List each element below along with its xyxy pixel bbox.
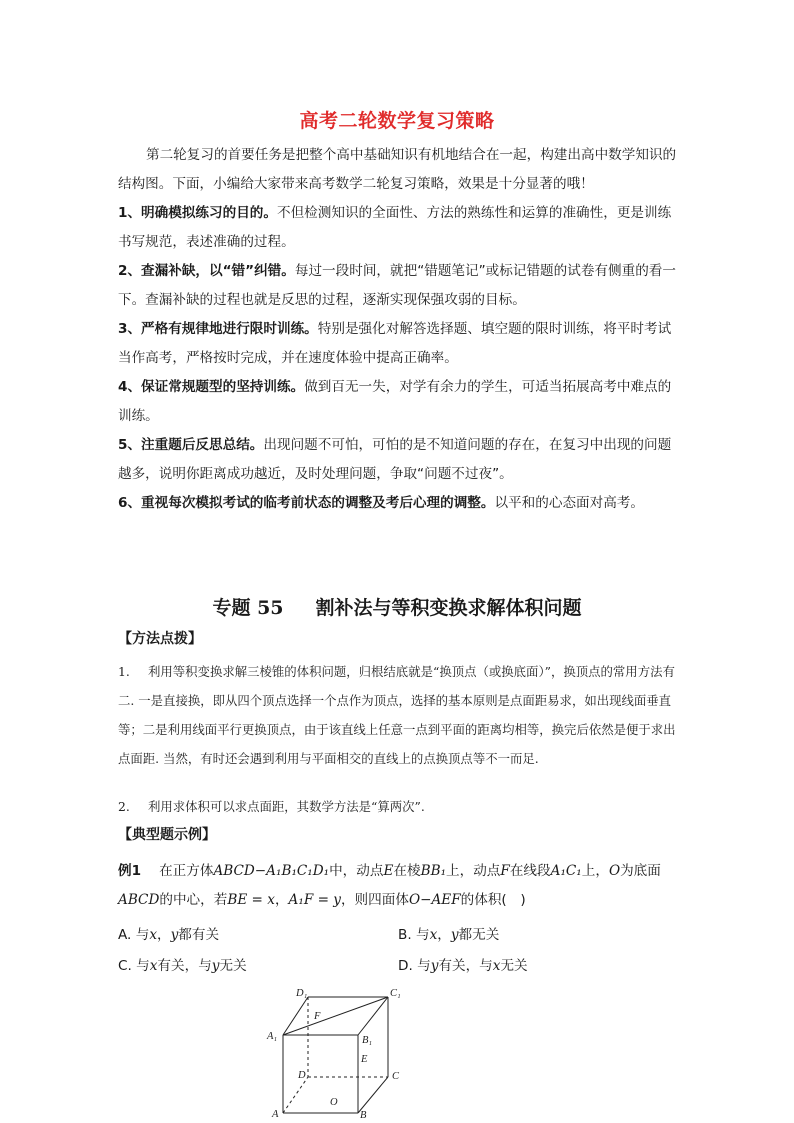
question-text: 在棱	[393, 863, 421, 879]
method-item-1	[118, 657, 678, 773]
method-item-1-number: 1.	[118, 664, 130, 679]
option-d	[398, 954, 528, 974]
option-letter: D.	[398, 958, 413, 974]
label-e: E	[361, 1054, 368, 1065]
option-c	[118, 954, 247, 974]
option-text: 有关，与	[438, 958, 493, 974]
question-text: 中，动点	[329, 863, 384, 879]
label-d: D	[298, 1070, 306, 1081]
method-item-2-text: 利用求体积可以求点面距，其数学方法是“算两次”.	[148, 799, 425, 814]
option-text: 与	[136, 958, 150, 974]
strategy-item-1-body: 不但检测知识的全面性、方法的熟练性和运算的准确性，更是训练书写规范，表述准确的过程。	[118, 205, 672, 250]
option-variable: x	[492, 958, 501, 974]
option-a	[118, 923, 219, 943]
option-b	[398, 923, 499, 943]
topic-number: 专题 55	[212, 597, 284, 619]
option-variable: y	[170, 927, 179, 943]
option-letter: C.	[118, 958, 132, 974]
method-heading: 【方法点拨】	[118, 631, 202, 647]
option-variable: y	[430, 958, 439, 974]
question-text: 的中心，若	[159, 892, 228, 908]
label-c: C	[392, 1071, 400, 1082]
option-text: 都无关	[458, 927, 500, 943]
intro-paragraph: 第二轮复习的首要任务是把整个高中基础知识有机地结合在一起，构建出高中数学知识的结构图。下面，小编给大家带来高考数学二轮复习策略，效果是十分显著的哦！	[118, 147, 677, 192]
math-expression: E	[383, 863, 394, 879]
option-text: 有关，与	[157, 958, 212, 974]
question-text: 在正方体	[159, 863, 214, 879]
example-1-question	[118, 857, 698, 915]
option-variable: y	[211, 958, 220, 974]
strategy-item-4-head: 4、保证常规题型的坚持训练。	[118, 379, 305, 395]
cube-figure	[258, 985, 418, 1119]
label-b1: B₁	[362, 1035, 373, 1046]
math-expression: O−AEF	[408, 892, 461, 908]
strategy-item-6	[118, 489, 678, 518]
strategy-item-4	[118, 373, 678, 431]
method-item-2-number: 2.	[118, 799, 130, 814]
question-text: ，	[274, 892, 289, 908]
edge-ad-hidden	[283, 1077, 308, 1113]
option-letter: A.	[118, 927, 132, 943]
option-text: 与	[415, 927, 430, 943]
edge-a1d1	[283, 997, 308, 1035]
strategy-item-2-head: 2、查漏补缺，以“错”纠错。	[118, 263, 295, 279]
example-label: 例1	[118, 863, 142, 879]
option-text: 与	[417, 958, 431, 974]
method-item-2	[118, 792, 678, 821]
strategy-item-5-head: 5、注重题后反思总结。	[118, 437, 264, 453]
option-letter: B.	[398, 927, 412, 943]
strategy-item-1	[118, 199, 678, 257]
strategy-item-5	[118, 431, 678, 489]
topic-name: 割补法与等积变换求解体积问题	[315, 597, 582, 619]
page-title: 高考二轮数学复习策略	[299, 110, 495, 132]
question-text: 上，动点	[446, 863, 501, 879]
label-o: O	[330, 1097, 338, 1108]
strategy-item-3-body: 特别是强化对解答选择题、填空题的限时训练，将平时考试当作高考，严格按时完成，并在速度体验中提高正确率。	[118, 321, 672, 366]
math-expression: ABCD−A₁B₁C₁D₁	[213, 863, 330, 879]
question-text: 上，	[581, 863, 609, 879]
label-a: A	[272, 1109, 279, 1119]
label-c1: C₁	[390, 988, 401, 999]
topic-title	[0, 593, 794, 620]
examples-heading: 【典型题示例】	[118, 827, 216, 843]
segment-a1c1	[283, 997, 388, 1035]
strategy-item-2-body: 每过一段时间，就把“错题笔记”或标记错题的试卷有侧重的看一下。查漏补缺的过程也就是反思的过程，逐渐实现保强攻弱的目标。	[118, 263, 676, 308]
strategy-item-6-head: 6、重视每次模拟考试的临考前状态的调整及考后心理的调整。	[118, 495, 495, 511]
label-d1: D₁	[296, 988, 308, 999]
option-text: 与	[135, 927, 150, 943]
option-text: 无关	[219, 958, 247, 974]
option-variable: x	[149, 927, 157, 943]
strategy-item-1-head: 1、明确模拟练习的目的。	[118, 205, 277, 221]
math-expression: O	[608, 863, 621, 879]
math-expression: BB₁	[420, 863, 447, 879]
option-variable: y	[450, 927, 459, 943]
strategy-item-6-body: 以平和的心态面对高考。	[494, 495, 645, 511]
label-a1: A₁	[267, 1031, 278, 1042]
math-expression: ABCD	[118, 892, 160, 908]
strategy-item-4-body: 做到百无一失，对学有余力的学生，可适当拓展高考中难点的训练。	[118, 379, 672, 424]
edge-bc	[358, 1077, 388, 1113]
question-text: ，则四面体	[340, 892, 409, 908]
math-expression: A₁C₁	[550, 863, 582, 879]
label-b: B	[360, 1110, 367, 1119]
question-text: 为底面	[620, 863, 661, 879]
label-f: F	[314, 1011, 321, 1022]
strategy-item-3	[118, 315, 678, 373]
question-text: 在线段	[509, 863, 551, 879]
option-variable: x	[149, 958, 158, 974]
option-variable: x	[429, 927, 438, 943]
math-expression: BE = x	[227, 892, 275, 908]
question-text: 的体积( )	[460, 892, 526, 908]
option-text: ，	[156, 927, 171, 943]
option-text: ，	[437, 927, 451, 943]
strategy-item-2	[118, 257, 678, 315]
option-text: 无关	[500, 958, 528, 974]
math-expression: F	[500, 863, 510, 879]
method-item-1-text: 利用等积变换求解三棱锥的体积问题，归根结底就是“换顶点（或换底面）”，换顶点的常用方法有二. 一是直接换，即从四个顶点选择一个点作为顶点，选择的基本原则是点面距易求，如出现线面垂直等；二是利用线面平行更换顶点，由于该直线上任意一点到平面的距离均相等，换完后依然是便于求出点面距. 当然，有时还会遇到利用与平面相交的直线上的点换顶点等不一而足.	[118, 664, 676, 766]
strategy-item-5-body: 出现问题不可怕，可怕的是不知道问题的存在，在复习中出现的问题越多，说明你距离成功越近，及时处理问题，争取“问题不过夜”。	[118, 437, 672, 482]
math-expression: A₁F = y	[288, 892, 341, 908]
strategy-item-3-head: 3、严格有规律地进行限时训练。	[118, 321, 318, 337]
option-text: 都有关	[178, 927, 220, 943]
